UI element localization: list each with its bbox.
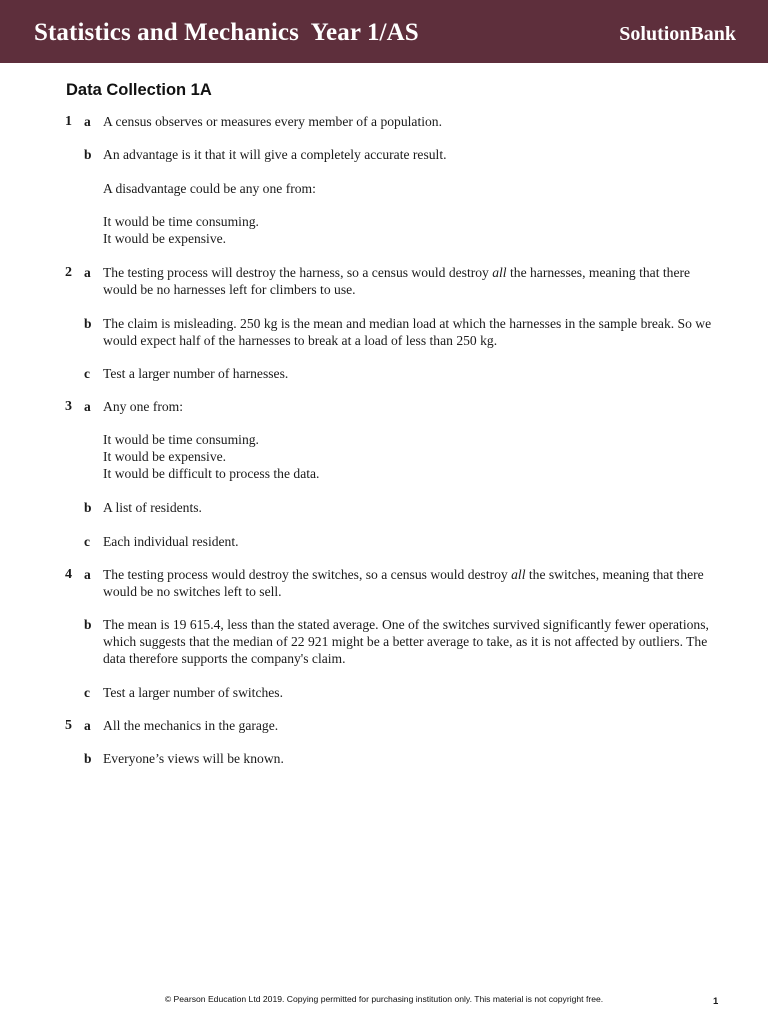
part-label-5b: b xyxy=(84,751,92,766)
part-label-3a: a xyxy=(84,399,91,414)
answer-4a-text-end: the switches, meaning that there would be no switches left to sell. xyxy=(103,567,704,599)
part-label-3c: c xyxy=(84,534,90,549)
question-number-4: 4 xyxy=(65,567,72,582)
part-label-2c: c xyxy=(84,366,90,381)
part-label-1a: a xyxy=(84,114,91,129)
question-number-5: 5 xyxy=(65,718,72,733)
answer-3a-line1: Any one from: xyxy=(103,399,184,414)
section-title: Data Collection 1A xyxy=(66,81,212,99)
page-number: 1 xyxy=(713,996,719,1007)
page-header xyxy=(0,0,768,63)
answer-4a-emphasis: all xyxy=(511,567,526,582)
answer-1b-line2: A disadvantage could be any one from: xyxy=(103,181,316,196)
answer-4c: Test a larger number of switches. xyxy=(103,685,283,700)
part-label-2b: b xyxy=(84,316,92,331)
answer-1b-line3: It would be time consuming. xyxy=(103,214,259,229)
answer-3a-line4: It would be difficult to process the data. xyxy=(103,466,320,481)
part-label-4a: a xyxy=(84,567,91,582)
question-number-2: 2 xyxy=(65,265,72,280)
answer-2a-text-start: The testing process will destroy the harness, so a census would destroy xyxy=(103,265,493,280)
question-number-1: 1 xyxy=(65,114,72,129)
answer-2a-text-end: the harnesses, meaning that there would be no harnesses left for climbers to use. xyxy=(103,265,691,297)
answer-2a xyxy=(103,265,718,299)
answer-5b: Everyone’s views will be known. xyxy=(103,751,284,766)
part-label-4b: b xyxy=(84,617,92,632)
answer-3a-line3: It would be expensive. xyxy=(103,449,227,464)
answer-4a-text-start: The testing process would destroy the switches, so a census would destroy xyxy=(103,567,512,582)
answer-4b: The mean is 19 615.4, less than the stated average. One of the switches survived significantly fewer operations, which suggests that the median of 22 921 might be a better average to take, as it is not affected by outliers. The data therefore supports the company's claim. xyxy=(103,617,709,666)
question-number-3: 3 xyxy=(65,399,72,414)
copyright-notice: © Pearson Education Ltd 2019. Copying permitted for purchasing institution only. This material is not copyright free. xyxy=(164,994,604,1004)
part-label-2a: a xyxy=(84,265,91,280)
answer-1a: A census observes or measures every member of a population. xyxy=(103,114,442,129)
answer-3a-line2: It would be time consuming. xyxy=(103,432,259,447)
part-label-1b: b xyxy=(84,147,92,162)
part-label-5a: a xyxy=(84,718,91,733)
answer-2a-emphasis: all xyxy=(492,265,507,280)
answer-3b: A list of residents. xyxy=(103,500,202,515)
answer-1b-line4: It would be expensive. xyxy=(103,231,227,246)
answer-1b-line1: An advantage is it that it will give a completely accurate result. xyxy=(103,147,447,162)
part-label-4c: c xyxy=(84,685,90,700)
answer-2c: Test a larger number of harnesses. xyxy=(103,366,289,381)
answer-3c: Each individual resident. xyxy=(103,534,239,549)
book-title: Statistics and Mechanics Year 1/AS xyxy=(34,19,419,46)
answer-4a xyxy=(103,567,718,601)
brand-name: SolutionBank xyxy=(619,23,736,45)
answer-5a: All the mechanics in the garage. xyxy=(103,718,279,733)
answer-2b: The claim is misleading. 250 kg is the mean and median load at which the harnesses in the sample break. So we would expect half of the harnesses to break at a load of less than 250 kg. xyxy=(103,316,712,348)
part-label-3b: b xyxy=(84,500,92,515)
